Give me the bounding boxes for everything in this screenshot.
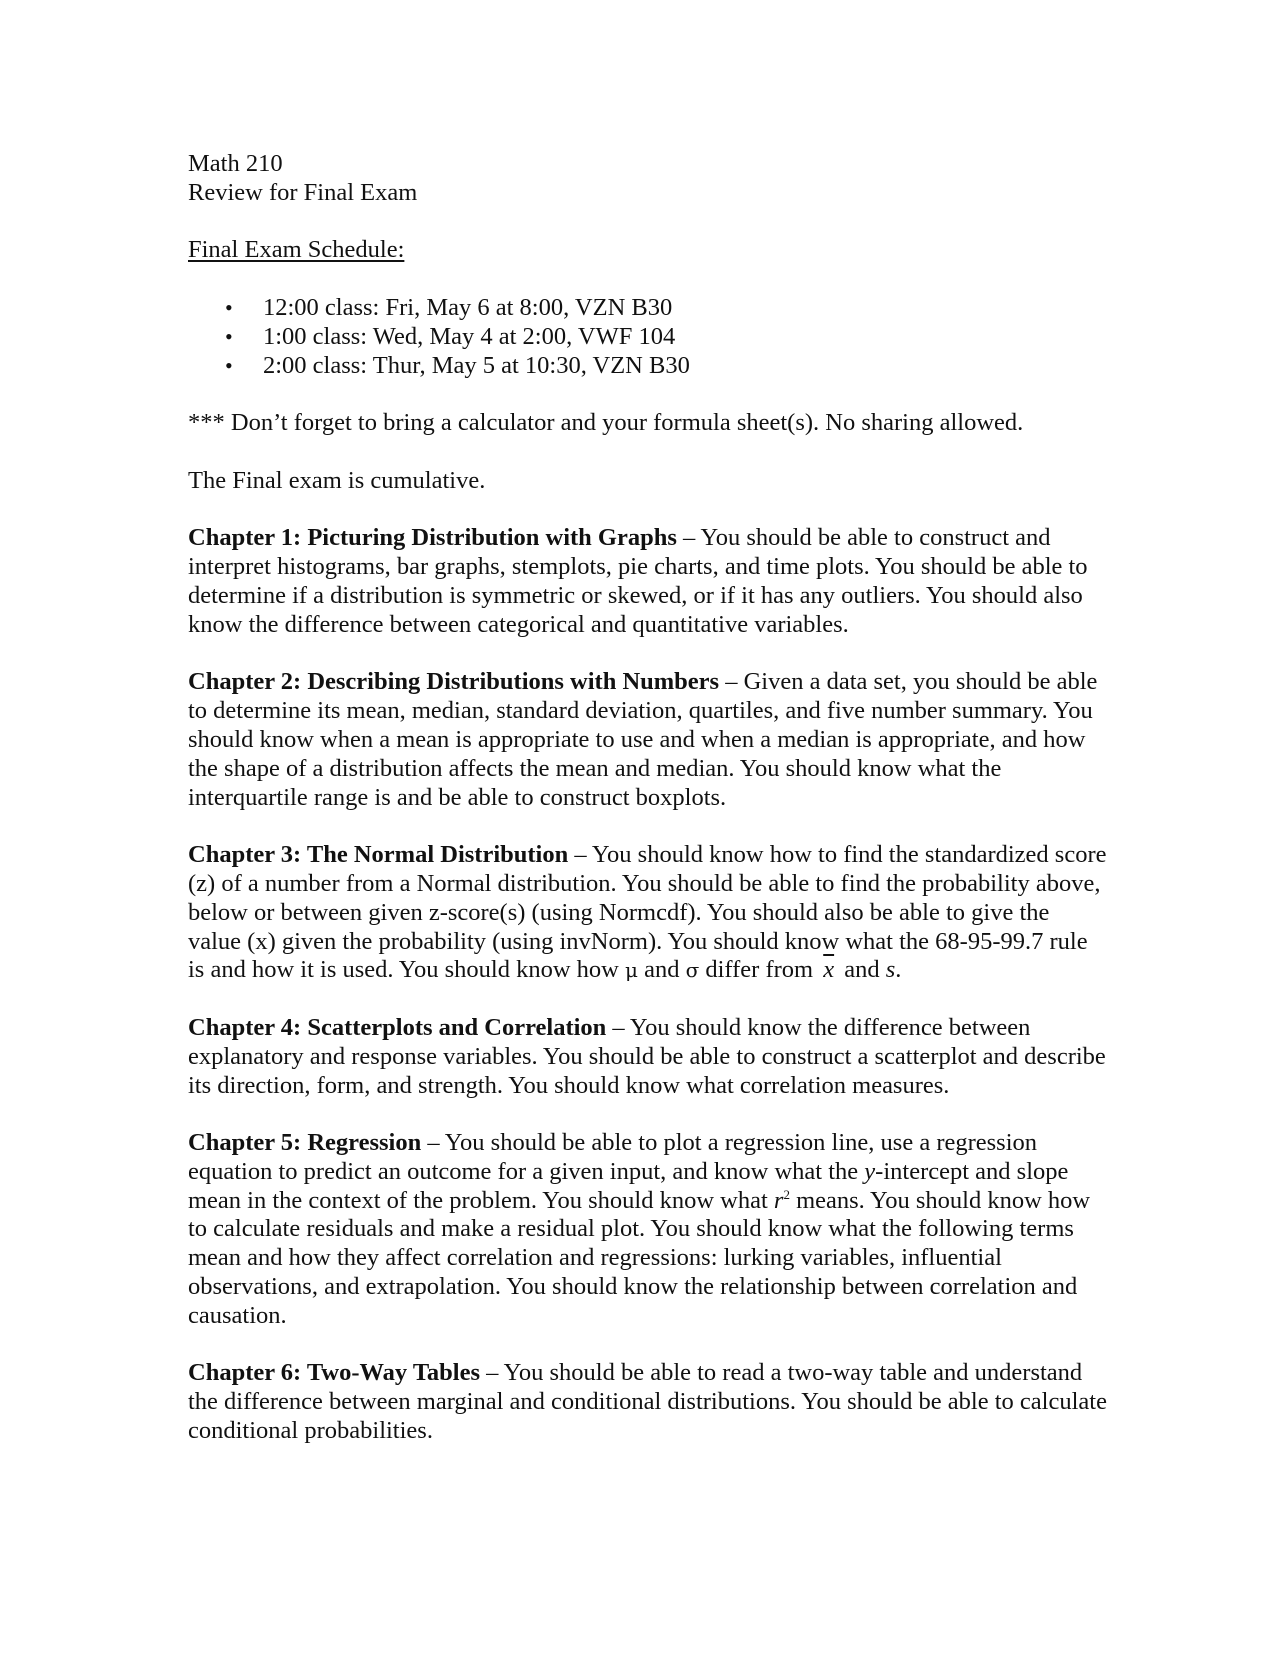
bullet-icon: • [225,294,233,320]
schedule-item: • 1:00 class: Wed, May 4 at 2:00, VWF 104 [225,322,676,350]
chapter-4-section: Chapter 4: Scatterplots and Correlation – You should know the difference between explanatory and response variables. You should be able to construct a scatterplot and describe its direction, form, and strength. You should know what correlation measures. [188,1013,1106,1099]
schedule-item: • 12:00 class: Fri, May 6 at 8:00, VZN B30 [225,293,673,321]
reminder-note: *** Don’t forget to bring a calculator and your formula sheet(s). No sharing allowed. [188,409,1024,437]
document-title: Review for Final Exam [188,178,418,206]
y-variable: y [864,1157,876,1185]
chapter-3-section: Chapter 3: The Normal Distribution – You should know how to find the standardized score (z) of a number from a Normal distribution. You should be able to find the probability above, below or between given z-score(s) (using Normcdf). You should also be able to give the value (x) given the probability (using invNorm). You should know what the 68-95-99.7 rule is and how it is used. You should know how μ and σ differ from $\overline{x}$ and s. [188,841,1107,984]
chapter-2-section: Chapter 2: Describing Distributions with Numbers – Given a data set, you should be able to determine its mean, median, standard deviation, quartiles, and five number summary. You should know when a mean is appropriate to use and when a median is appropriate, and how the shape of a distribution affects the mean and median. You should know what the interquartile range is and be able to construct boxplots. [188,668,1098,811]
chapter-text: Given a data set, you should be able to determine its mean, median, standard deviation, quartiles, and five number summary. You should know when a mean is appropriate to use and when a median is appropriate, and how the shape of a distribution affects the mean and median. You should know what the interquartile range is and be able to construct boxplots. [188,668,1098,811]
chapter-heading: Chapter 3: The Normal Distribution [188,841,569,869]
chapter-heading: Chapter 6: Two-Way Tables [188,1359,481,1387]
chapter-5-section: Chapter 5: Regression – You should be able to plot a regression line, use a regression equation to predict an outcome for a given input, and know what the y-intercept and slope mean in the context of the problem. You should know what $r^2$ means. You should know how to calculate residuals and make a residual plot. You should know what the following terms mean and how they affect correlation and regressions: lurking variables, influential observations, and extrapolation. You should know the relationship between correlation and causation. [188,1129,1091,1329]
x-bar-symbol: $\overline{x}$ [823,956,835,984]
chapter-text: You should know the difference between explanatory and response variables. You should be able to construct a scatterplot and describe its direction, form, and strength. You should know what correlation measures. [188,1013,1106,1099]
bullet-icon: • [225,352,233,378]
chapter-heading: Chapter 1: Picturing Distribution with Graphs [188,524,677,552]
chapter-text: You should know how to find the standardized score (z) of a number from a Normal distribution. You should be able to find the probability above, below or between given z-score(s) (using Normcdf). You should also be able to give the value (x) given the probability (using invNorm). You should know what the 68-95-99.7 rule is and how it is used. You should know how [188,841,1107,984]
chapter-heading: Chapter 4: Scatterplots and Correlation [188,1013,607,1041]
chapter-heading: Chapter 5: Regression [188,1129,422,1157]
chapter-6-section: Chapter 6: Two-Way Tables – You should be able to read a two-way table and understand the difference between marginal and conditional distributions. You should be able to calculate conditional probabilities. [188,1359,1107,1445]
chapter-1-section: Chapter 1: Picturing Distribution with Graphs – You should be able to construct and interpret histograms, bar graphs, stemplots, pie charts, and time plots. You should be able to determine if a distribution is symmetric or skewed, or if it has any outliers. You should also know the difference between categorical and quantitative variables. [188,524,1088,638]
schedule-list [188,294,1108,380]
r-variable: r [773,1186,784,1214]
document-page [188,150,1108,1446]
chapter-heading: Chapter 2: Describing Distributions with Numbers [188,668,720,696]
mu-symbol: μ [624,958,638,983]
schedule-heading: Final Exam Schedule: [188,236,405,264]
bullet-icon: • [225,323,233,349]
cumulative-note: The Final exam is cumulative. [188,466,486,494]
chapter-text: You should be able to read a two-way table and understand the difference between marginal and conditional distributions. You should be able to calculate conditional probabilities. [188,1359,1107,1445]
schedule-item: • 2:00 class: Thur, May 5 at 10:30, VZN B30 [225,351,690,379]
chapter-text: You should be able to plot a regression line, use a regression equation to predict an outcome for a given input, and know what the [188,1129,1038,1185]
chapter-text: You should be able to construct and interpret histograms, bar graphs, stemplots, pie charts, and time plots. You should be able to determine if a distribution is symmetric or skewed, or if it has any outliers. You should also know the difference between categorical and quantitative variables. [188,524,1088,638]
course-name: Math 210 [188,150,283,177]
sigma-symbol: σ [685,958,700,983]
s-symbol: s [885,956,896,984]
